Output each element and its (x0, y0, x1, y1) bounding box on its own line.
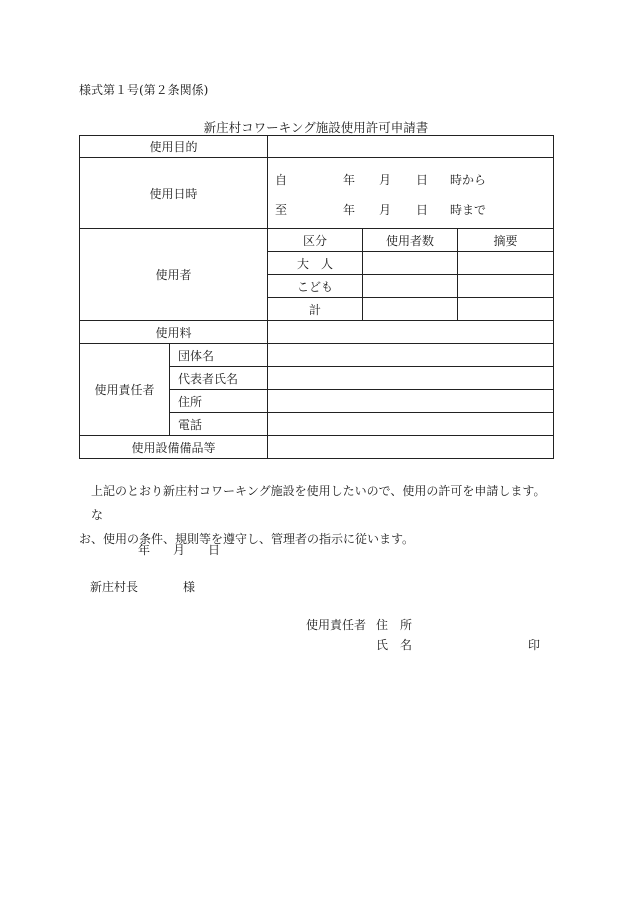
datetime-to-prefix: 至 (275, 203, 288, 217)
group-name-field[interactable] (268, 344, 554, 367)
purpose-field[interactable] (268, 136, 554, 158)
declaration-line-1: 上記のとおり新庄村コワーキング施設を使用したいので、使用の許可を申請します。な (91, 484, 546, 522)
users-header-notes: 摘要 (458, 229, 554, 252)
date-year: 年 (138, 543, 151, 557)
signature-name-label: 氏 名 (376, 638, 413, 652)
form-title: 新庄村コワーキング施設使用許可申請書 (203, 120, 429, 135)
users-count-child[interactable] (363, 275, 458, 298)
datetime-to-year: 年 (343, 203, 356, 217)
users-count-adult[interactable] (363, 252, 458, 275)
users-notes-child[interactable] (458, 275, 554, 298)
users-notes-total[interactable] (458, 298, 554, 321)
signature-role: 使用責任者 (306, 618, 367, 632)
users-header-count: 使用者数 (363, 229, 458, 252)
address-field[interactable] (268, 390, 554, 413)
responsible-field-label: 電話 (170, 413, 268, 436)
purpose-label: 使用目的 (80, 136, 268, 158)
datetime-from-suffix: 時から (450, 173, 487, 187)
addressee-honorific: 様 (183, 580, 196, 594)
declaration-line-2: お、使用の条件、規則等を遵守し、管理者の指示に従います。 (79, 532, 415, 546)
users-header-category: 区分 (268, 229, 363, 252)
fee-label: 使用料 (80, 321, 268, 344)
datetime-from-line (268, 171, 553, 187)
users-notes-adult[interactable] (458, 252, 554, 275)
equipment-row (80, 436, 554, 459)
datetime-from-month: 月 (379, 173, 392, 187)
datetime-to-line (268, 201, 553, 217)
date-month: 月 (173, 543, 186, 557)
equipment-field[interactable] (268, 436, 554, 459)
date-day: 日 (208, 543, 221, 557)
signature-address-label: 住 所 (376, 618, 413, 632)
datetime-field[interactable] (268, 158, 554, 229)
fee-field[interactable] (268, 321, 554, 344)
datetime-from-year: 年 (343, 173, 356, 187)
responsible-field-label: 住所 (170, 390, 268, 413)
application-table (79, 135, 554, 459)
equipment-label: 使用設備備品等 (80, 436, 268, 459)
responsible-row-group (80, 344, 554, 367)
users-header-row (80, 229, 554, 252)
datetime-to-suffix: 時まで (450, 203, 487, 217)
users-label: 使用者 (80, 229, 268, 321)
responsible-label: 使用責任者 (80, 344, 170, 436)
datetime-from-prefix: 自 (275, 173, 288, 187)
representative-name-field[interactable] (268, 367, 554, 390)
datetime-to-month: 月 (379, 203, 392, 217)
phone-field[interactable] (268, 413, 554, 436)
datetime-to-day: 日 (416, 203, 429, 217)
datetime-row (80, 158, 554, 229)
addressee-name: 新庄村長 (90, 580, 139, 594)
users-count-total[interactable] (363, 298, 458, 321)
datetime-from-day: 日 (416, 173, 429, 187)
fee-row (80, 321, 554, 344)
responsible-field-label: 代表者氏名 (170, 367, 268, 390)
datetime-label: 使用日時 (80, 158, 268, 229)
users-row-label: 大 人 (268, 252, 363, 275)
responsible-field-label: 団体名 (170, 344, 268, 367)
users-row-label: 計 (268, 298, 363, 321)
seal-mark: 印 (528, 638, 541, 652)
purpose-row (80, 136, 554, 158)
form-number: 様式第１号(第２条関係) (79, 83, 209, 97)
users-row-label: こども (268, 275, 363, 298)
declaration-paragraph (79, 479, 553, 551)
